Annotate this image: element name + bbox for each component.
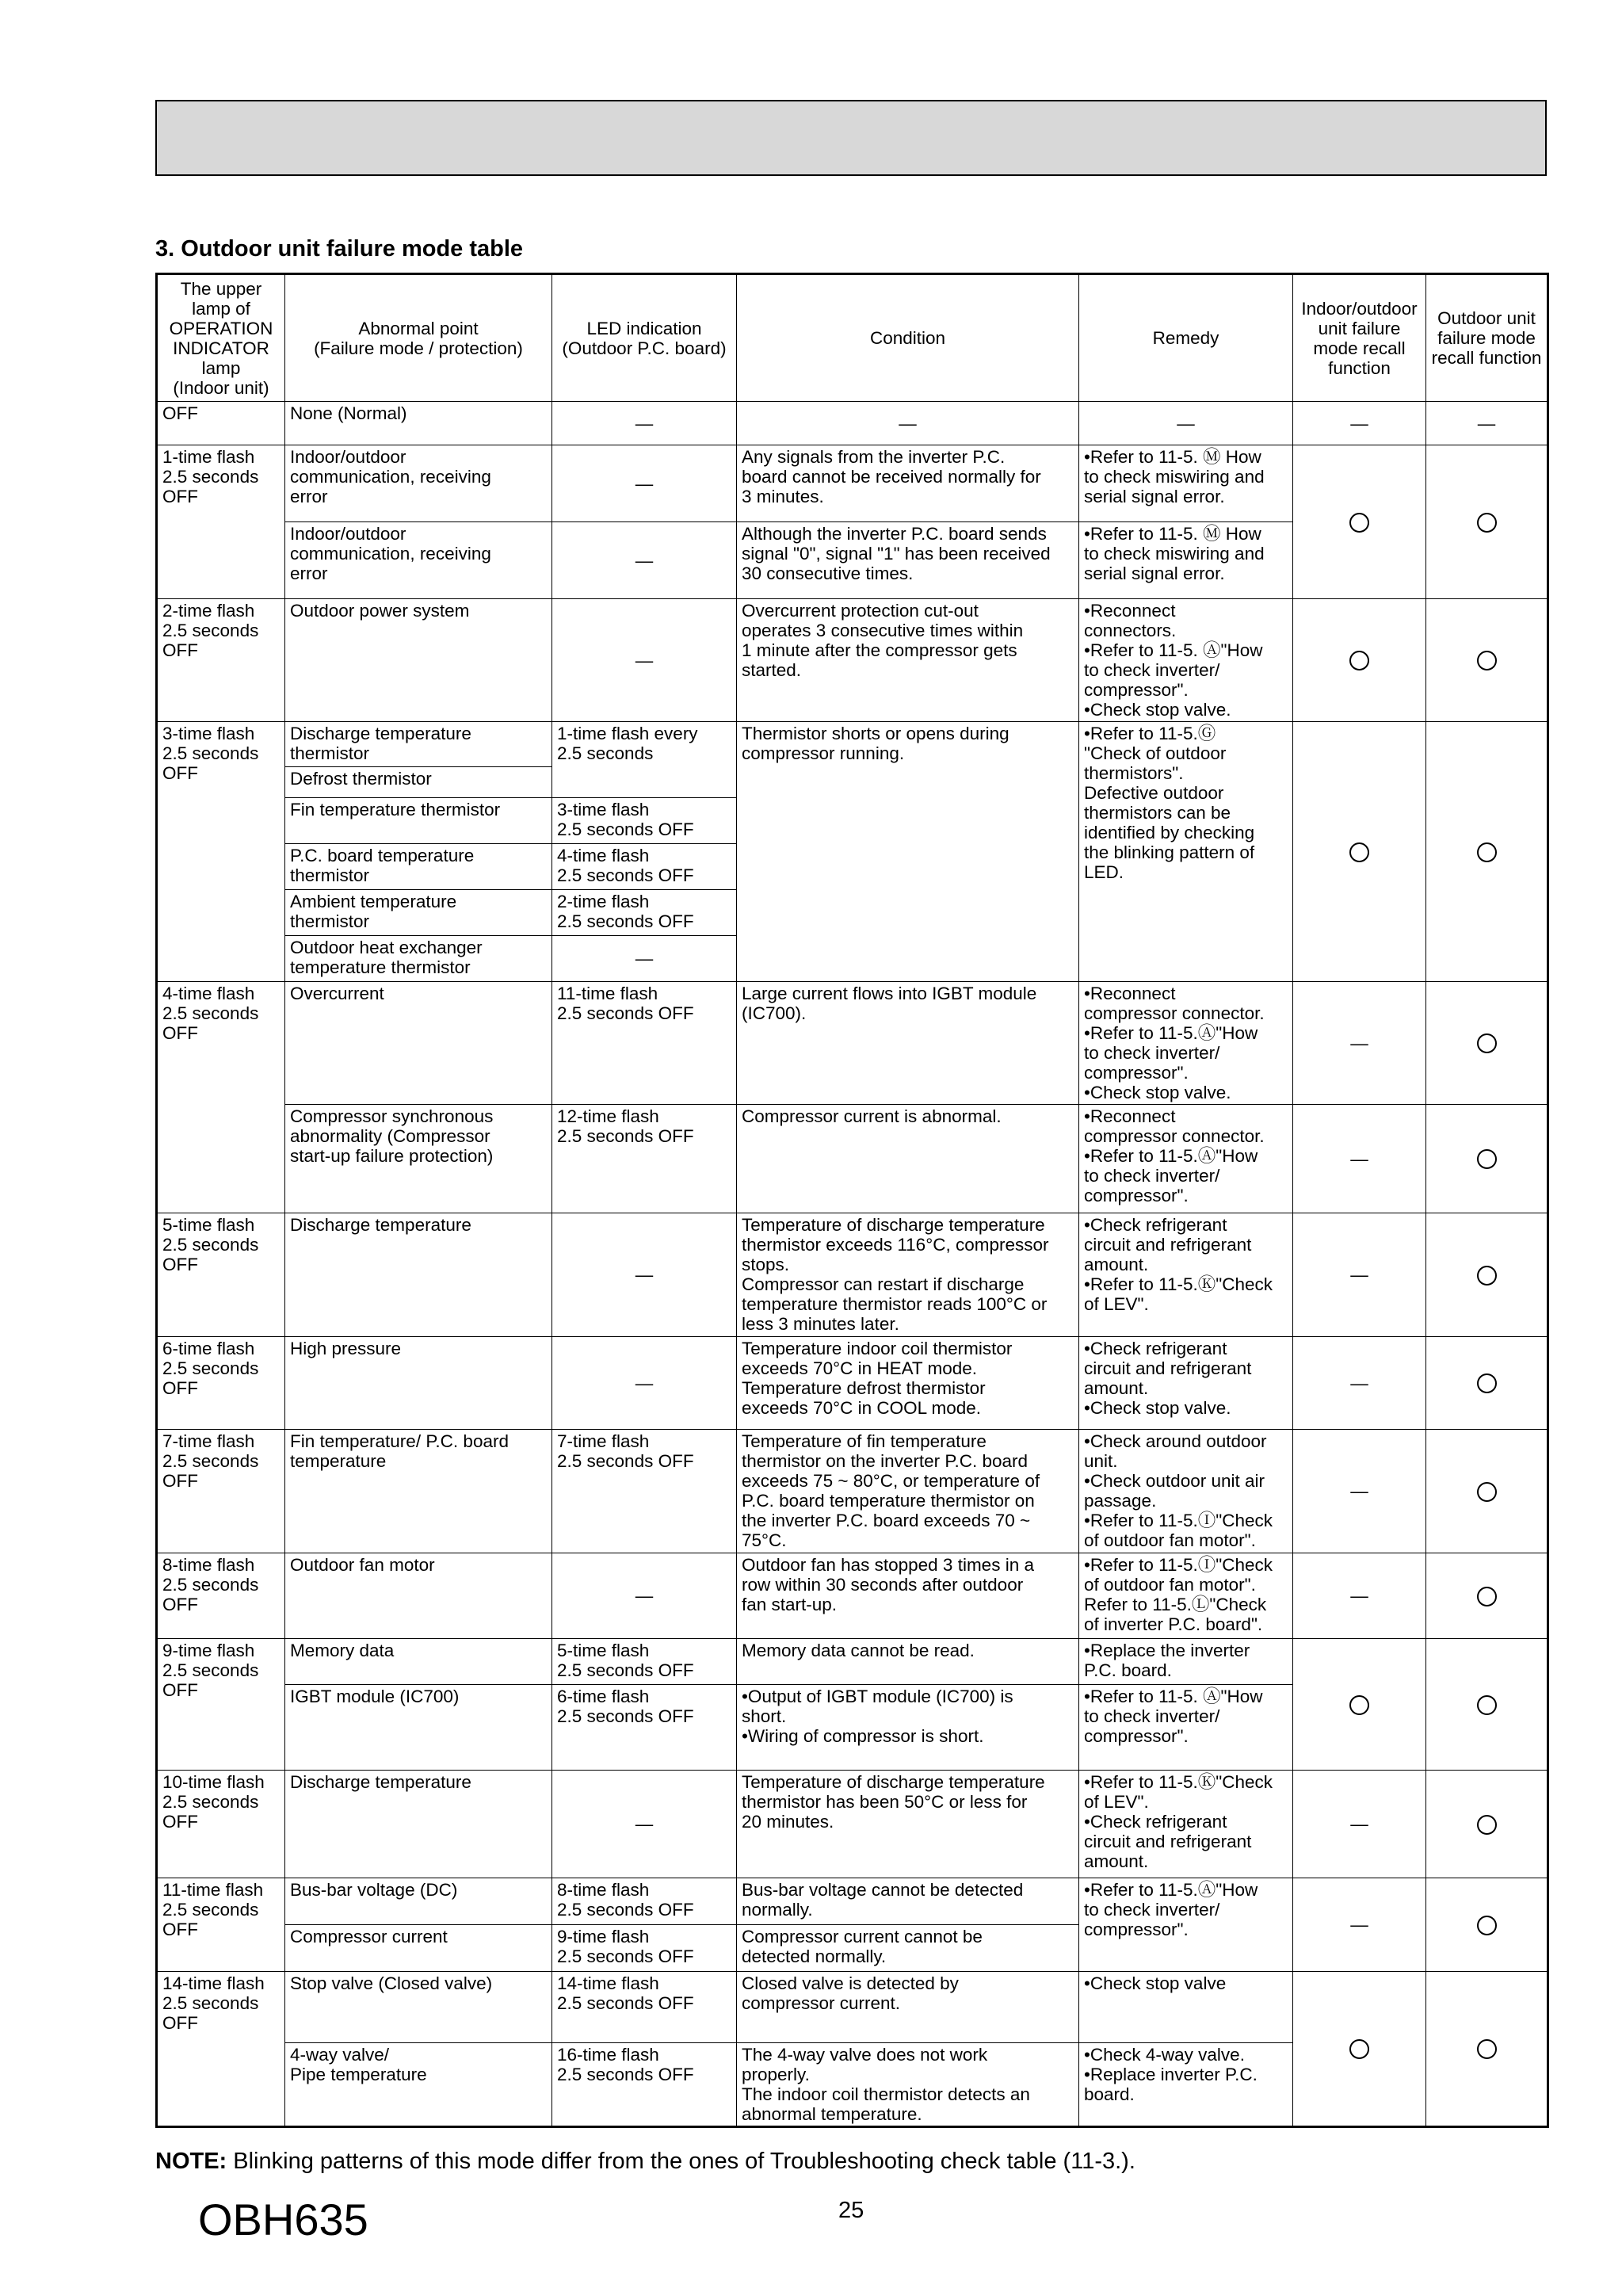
abnormal-cell: Defrost thermistor [285,767,552,798]
remedy-cell: — [1079,402,1293,445]
circle-mark-icon [1477,1266,1497,1286]
lamp-cell: 2-time flash 2.5 seconds OFF [157,599,285,722]
table-row [157,1878,1548,1925]
table-note [155,2149,1135,2175]
condition-cell: Temperature indoor coil thermistor exceeds 70°C in HEAT mode. Temperature defrost thermistor exceeds 70°C in COOL mode. [737,1337,1079,1430]
outdoor-recall-cell: — [1426,402,1548,445]
abnormal-cell: Outdoor power system [285,599,552,722]
led-cell: — [552,445,737,522]
circle-mark-icon [1349,1695,1369,1715]
condition-cell: Although the inverter P.C. board sends signal "0", signal "1" has been received 30 consecutive times. [737,522,1079,599]
led-cell: 12-time flash 2.5 seconds OFF [552,1105,737,1213]
remedy-cell: •Refer to 11-5. Ⓜ How to check miswiring and serial signal error. [1079,522,1293,599]
page-number: 25 [838,2198,864,2223]
indoor-recall-cell: — [1293,1105,1426,1213]
lamp-cell: 7-time flash 2.5 seconds OFF [157,1430,285,1553]
circle-mark-icon [1477,1149,1497,1169]
outdoor-recall-cell [1426,1337,1548,1430]
outdoor-recall-cell [1426,1771,1548,1878]
lamp-cell: OFF [157,402,285,445]
condition-cell: Temperature of discharge temperature thermistor has been 50°C or less for 20 minutes. [737,1771,1079,1878]
condition-cell: Temperature of discharge temperature thermistor exceeds 116°C, compressor stops. Compressor can restart if discharge temperature thermistor reads 100°C or less 3 minutes later. [737,1213,1079,1337]
abnormal-cell: Memory data [285,1639,552,1685]
led-cell: 11-time flash 2.5 seconds OFF [552,982,737,1105]
condition-cell: — [737,402,1079,445]
table-row [157,599,1548,722]
remedy-cell: •Reconnect compressor connector. •Refer to 11-5.Ⓐ"How to check inverter/ compressor". •Check stop valve. [1079,982,1293,1105]
condition-cell: Outdoor fan has stopped 3 times in a row within 30 seconds after outdoor fan start-up. [737,1553,1079,1639]
abnormal-cell: Discharge temperature thermistor [285,722,552,767]
circle-mark-icon [1349,842,1369,862]
failure-mode-table [155,273,1549,2128]
remedy-cell: •Refer to 11-5. Ⓜ How to check miswiring and serial signal error. [1079,445,1293,522]
abnormal-cell: Fin temperature thermistor [285,798,552,844]
remedy-cell: •Refer to 11-5.Ⓖ "Check of outdoor thermistors". Defective outdoor thermistors can be identified by checking the blinking pattern of LED. [1079,722,1293,982]
table-row [157,982,1548,1105]
led-cell: — [552,522,737,599]
condition-cell: Any signals from the inverter P.C. board cannot be received normally for 3 minutes. [737,445,1079,522]
table-row [157,1553,1548,1639]
abnormal-cell: Discharge temperature [285,1771,552,1878]
condition-cell: Compressor current cannot be detected normally. [737,1925,1079,1972]
table-row [157,1337,1548,1430]
lamp-cell: 4-time flash 2.5 seconds OFF [157,982,285,1213]
led-cell: 3-time flash 2.5 seconds OFF [552,798,737,844]
section-title: 3. Outdoor unit failure mode table [155,236,524,262]
led-cell: 7-time flash 2.5 seconds OFF [552,1430,737,1553]
remedy-cell: •Check refrigerant circuit and refrigerant amount. •Check stop valve. [1079,1337,1293,1430]
condition-cell: Large current flows into IGBT module (IC700). [737,982,1079,1105]
outdoor-recall-cell [1426,1105,1548,1213]
condition-cell: Overcurrent protection cut-out operates 3 consecutive times within 1 minute after the compressor gets started. [737,599,1079,722]
circle-mark-icon [1477,513,1497,533]
abnormal-cell: Outdoor heat exchanger temperature thermistor [285,936,552,982]
outdoor-recall-cell [1426,599,1548,722]
header-row [157,274,1548,402]
lamp-cell: 11-time flash 2.5 seconds OFF [157,1878,285,1972]
outdoor-recall-cell [1426,445,1548,599]
table-row [157,445,1548,522]
table-row [157,1430,1548,1553]
led-cell: — [552,402,737,445]
led-cell: 6-time flash 2.5 seconds OFF [552,1685,737,1771]
abnormal-cell: Fin temperature/ P.C. board temperature [285,1430,552,1553]
remedy-cell: •Reconnect compressor connector. •Refer to 11-5.Ⓐ"How to check inverter/ compressor". [1079,1105,1293,1213]
circle-mark-icon [1477,1482,1497,1502]
circle-mark-icon [1349,2039,1369,2059]
led-cell: 14-time flash 2.5 seconds OFF [552,1972,737,2043]
abnormal-cell: Overcurrent [285,982,552,1105]
table-row [157,1105,1548,1213]
abnormal-cell: 4-way valve/ Pipe temperature [285,2043,552,2127]
abnormal-cell: Indoor/outdoor communication, receiving error [285,445,552,522]
remedy-cell: •Check around outdoor unit. •Check outdoor unit air passage. •Refer to 11-5.Ⓘ"Check of outdoor fan motor". [1079,1430,1293,1553]
abnormal-cell: Stop valve (Closed valve) [285,1972,552,2043]
circle-mark-icon [1477,842,1497,862]
remedy-cell: •Refer to 11-5.Ⓘ"Check of outdoor fan motor". Refer to 11-5.Ⓛ"Check of inverter P.C. board". [1079,1553,1293,1639]
remedy-cell: •Reconnect connectors. •Refer to 11-5. Ⓐ"How to check inverter/ compressor". •Check stop valve. [1079,599,1293,722]
header-indoor-outdoor-recall: Indoor/outdoor unit failure mode recall function [1293,274,1426,402]
remedy-cell: •Check refrigerant circuit and refrigerant amount. •Refer to 11-5.Ⓚ"Check of LEV". [1079,1213,1293,1337]
led-cell: 5-time flash 2.5 seconds OFF [552,1639,737,1685]
circle-mark-icon [1477,1587,1497,1606]
abnormal-cell: IGBT module (IC700) [285,1685,552,1771]
indoor-recall-cell [1293,1639,1426,1771]
circle-mark-icon [1477,1815,1497,1835]
indoor-recall-cell [1293,722,1426,982]
abnormal-cell: Compressor synchronous abnormality (Compressor start-up failure protection) [285,1105,552,1213]
lamp-cell: 3-time flash 2.5 seconds OFF [157,722,285,982]
abnormal-cell: Bus-bar voltage (DC) [285,1878,552,1925]
note-text: Blinking patterns of this mode differ from the ones of Troubleshooting check table (11-3.). [227,2149,1135,2174]
condition-cell: Bus-bar voltage cannot be detected normally. [737,1878,1079,1925]
remedy-cell: •Check stop valve [1079,1972,1293,2043]
lamp-cell: 9-time flash 2.5 seconds OFF [157,1639,285,1771]
led-cell: — [552,936,737,982]
indoor-recall-cell [1293,599,1426,722]
condition-cell: Compressor current is abnormal. [737,1105,1079,1213]
outdoor-recall-cell [1426,722,1548,982]
circle-mark-icon [1477,2039,1497,2059]
indoor-recall-cell: — [1293,1553,1426,1639]
led-cell: 16-time flash 2.5 seconds OFF [552,2043,737,2127]
abnormal-cell: P.C. board temperature thermistor [285,844,552,890]
abnormal-cell: Discharge temperature [285,1213,552,1337]
header-remedy: Remedy [1079,274,1293,402]
indoor-recall-cell: — [1293,1213,1426,1337]
lamp-cell: 10-time flash 2.5 seconds OFF [157,1771,285,1878]
indoor-recall-cell [1293,445,1426,599]
outdoor-recall-cell [1426,1878,1548,1972]
note-label: NOTE: [155,2149,227,2174]
lamp-cell: 14-time flash 2.5 seconds OFF [157,1972,285,2127]
abnormal-cell: High pressure [285,1337,552,1430]
condition-cell: •Output of IGBT module (IC700) is short. •Wiring of compressor is short. [737,1685,1079,1771]
indoor-recall-cell: — [1293,1771,1426,1878]
abnormal-cell: Outdoor fan motor [285,1553,552,1639]
outdoor-recall-cell [1426,1213,1548,1337]
indoor-recall-cell: — [1293,1337,1426,1430]
abnormal-cell: Ambient temperature thermistor [285,890,552,936]
header-outdoor-recall: Outdoor unit failure mode recall function [1426,274,1548,402]
led-cell: 2-time flash 2.5 seconds OFF [552,890,737,936]
led-cell: — [552,1553,737,1639]
header-led-indication: LED indication (Outdoor P.C. board) [552,274,737,402]
outdoor-recall-cell [1426,1639,1548,1771]
circle-mark-icon [1477,1916,1497,1935]
outdoor-recall-cell [1426,1972,1548,2127]
header-abnormal-point: Abnormal point (Failure mode / protection) [285,274,552,402]
remedy-cell: •Refer to 11-5.Ⓐ"How to check inverter/ compressor". [1079,1878,1293,1972]
header-lamp: The upper lamp of OPERATION INDICATOR lamp (Indoor unit) [157,274,285,402]
abnormal-cell: Compressor current [285,1925,552,1972]
condition-cell: Thermistor shorts or opens during compressor running. [737,722,1079,982]
table-row [157,402,1548,445]
outdoor-recall-cell [1426,982,1548,1105]
table-row [157,722,1548,767]
header-bar [155,100,1547,176]
indoor-recall-cell: — [1293,1878,1426,1972]
circle-mark-icon [1477,1695,1497,1715]
table-row [157,1213,1548,1337]
condition-cell: The 4-way valve does not work properly. The indoor coil thermistor detects an abnormal temperature. [737,2043,1079,2127]
remedy-cell: •Refer to 11-5.Ⓚ"Check of LEV". •Check refrigerant circuit and refrigerant amount. [1079,1771,1293,1878]
abnormal-cell: None (Normal) [285,402,552,445]
circle-mark-icon [1477,1033,1497,1053]
outdoor-recall-cell [1426,1553,1548,1639]
circle-mark-icon [1349,513,1369,533]
remedy-cell: •Replace the inverter P.C. board. [1079,1639,1293,1685]
table-row [157,1639,1548,1685]
outdoor-recall-cell [1426,1430,1548,1553]
condition-cell: Memory data cannot be read. [737,1639,1079,1685]
led-cell: 1-time flash every 2.5 seconds [552,722,737,798]
led-cell: 9-time flash 2.5 seconds OFF [552,1925,737,1972]
indoor-recall-cell [1293,1972,1426,2127]
remedy-cell: •Refer to 11-5. Ⓐ"How to check inverter/ compressor". [1079,1685,1293,1771]
table-row [157,1972,1548,2043]
lamp-cell: 6-time flash 2.5 seconds OFF [157,1337,285,1430]
condition-cell: Closed valve is detected by compressor current. [737,1972,1079,2043]
led-cell: — [552,1213,737,1337]
led-cell: 4-time flash 2.5 seconds OFF [552,844,737,890]
lamp-cell: 5-time flash 2.5 seconds OFF [157,1213,285,1337]
led-cell: 8-time flash 2.5 seconds OFF [552,1878,737,1925]
header-condition: Condition [737,274,1079,402]
condition-cell: Temperature of fin temperature thermistor on the inverter P.C. board exceeds 75 ~ 80°C, or temperature of P.C. board temperature thermistor on the inverter P.C. board exceeds 70 ~ 75°C. [737,1430,1079,1553]
indoor-recall-cell: — [1293,1430,1426,1553]
circle-mark-icon [1477,651,1497,670]
indoor-recall-cell: — [1293,982,1426,1105]
led-cell: — [552,1337,737,1430]
led-cell: — [552,1771,737,1878]
indoor-recall-cell: — [1293,402,1426,445]
remedy-cell: •Check 4-way valve. •Replace inverter P.C. board. [1079,2043,1293,2127]
lamp-cell: 8-time flash 2.5 seconds OFF [157,1553,285,1639]
abnormal-cell: Indoor/outdoor communication, receiving error [285,522,552,599]
circle-mark-icon [1477,1373,1497,1393]
table-row [157,1771,1548,1878]
led-cell: — [552,599,737,722]
circle-mark-icon [1349,651,1369,670]
model-number: OBH635 [198,2195,368,2244]
lamp-cell: 1-time flash 2.5 seconds OFF [157,445,285,599]
